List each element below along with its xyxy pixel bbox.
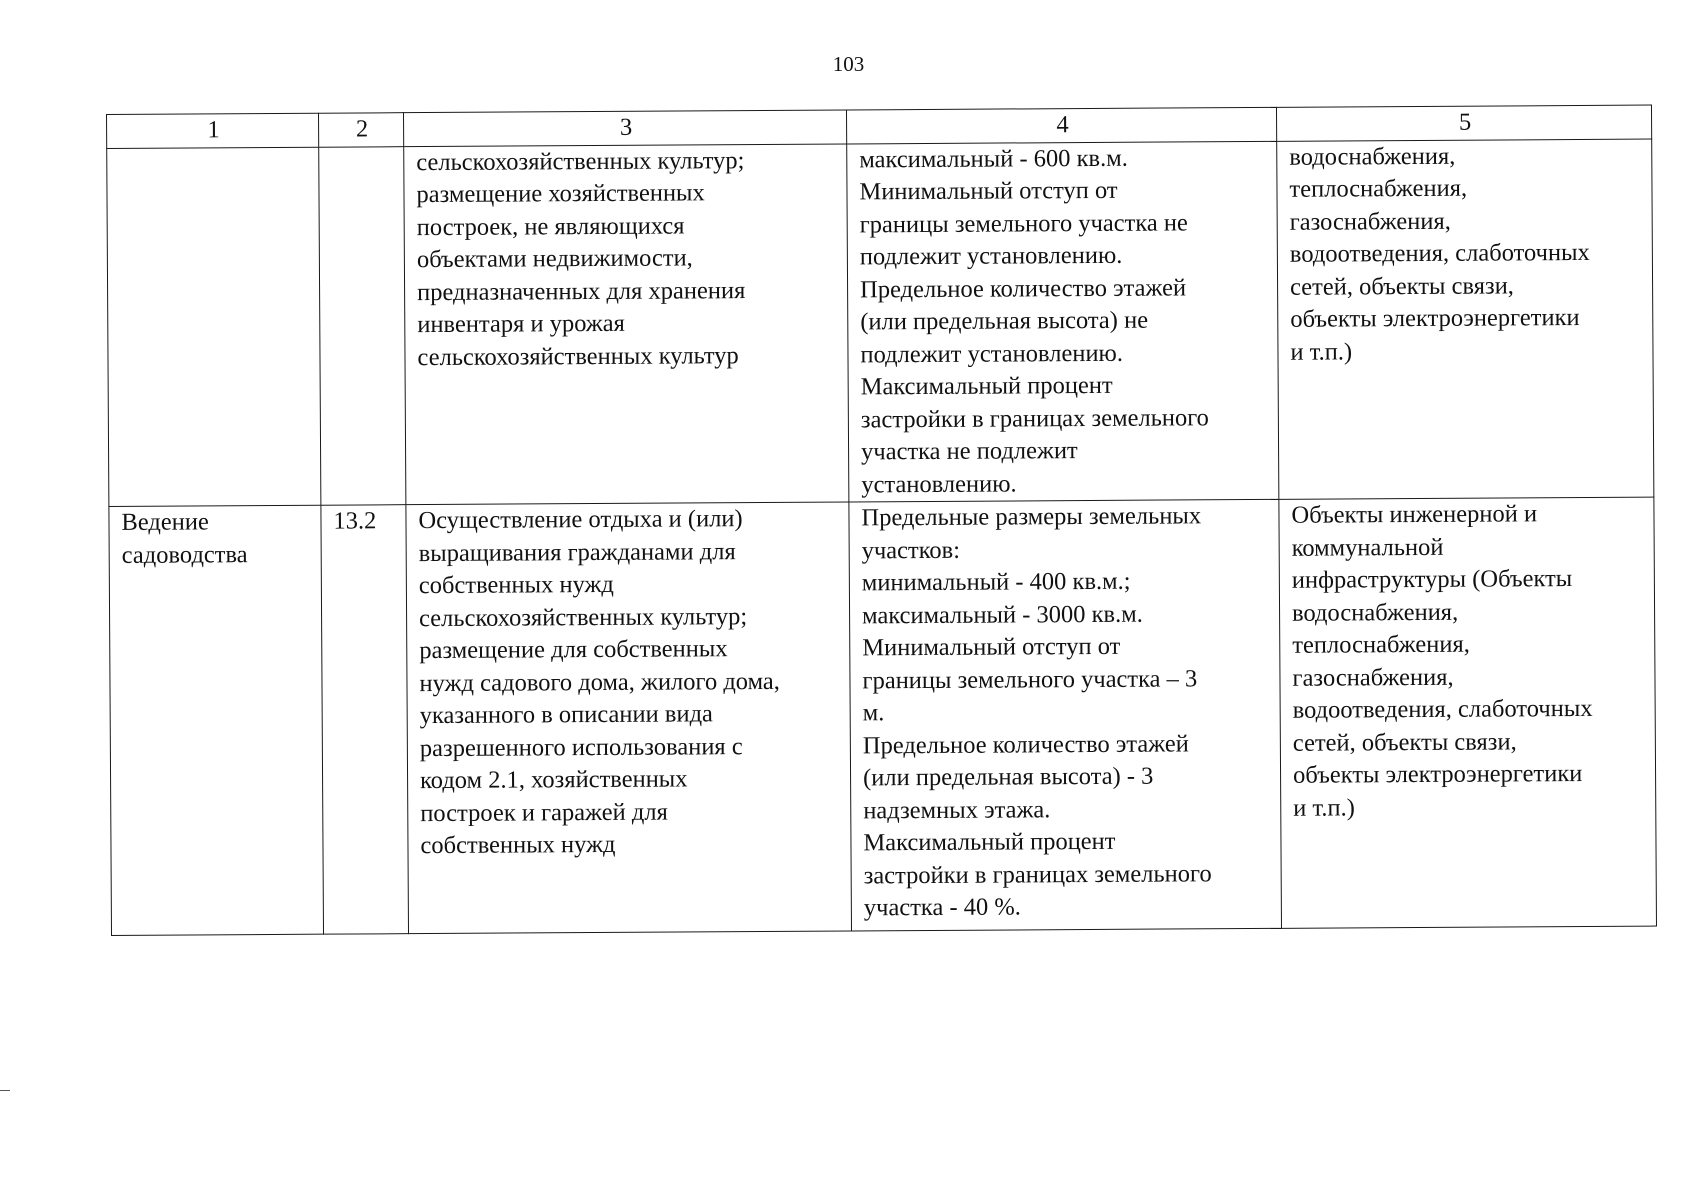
use-code-cell: [319, 146, 406, 505]
cell-text-line: и т.п.): [1293, 793, 1355, 822]
cell-text-line: построек, не являющихся: [416, 211, 685, 241]
cell-text-line: водоотведения, слаботочных: [1292, 694, 1593, 724]
cell-text-line: сетей, объекты связи,: [1292, 727, 1517, 757]
use-description-cell: [404, 143, 849, 504]
cell-text-line: сельскохозяйственных культур: [417, 341, 739, 371]
cell-text-line: границы земельного участка – 3: [862, 664, 1198, 694]
use-name-cell: [109, 505, 324, 935]
cell-text-line: 13.2: [333, 507, 377, 535]
cell-text-line: Минимальный отступ от: [859, 176, 1118, 206]
cell-text-line: собственных нужд: [418, 570, 614, 600]
cell-text-line: участка - 40 %.: [863, 893, 1021, 922]
cell-text-line: кодом 2.1, хозяйственных: [419, 765, 688, 795]
page-number: 103: [832, 52, 865, 76]
cell-text-line: Предельное количество этажей: [862, 729, 1189, 759]
cell-text-line: водоснабжения,: [1289, 142, 1456, 171]
zoning-table: [106, 105, 1657, 936]
cell-text-line: инфраструктуры (Объекты: [1291, 565, 1573, 594]
cell-text-line: (или предельная высота) - 3: [862, 762, 1154, 792]
cell-text-line: сельскохозяйственных культур;: [416, 146, 745, 176]
cell-text-line: собственных нужд: [420, 830, 616, 860]
cell-text-line: водоотведения, слаботочных: [1289, 238, 1590, 268]
cell-text-line: инвентаря и урожая: [417, 309, 625, 339]
parameters-cell: [847, 141, 1279, 502]
cell-text-line: теплоснабжения,: [1292, 630, 1470, 659]
cell-text-line: садоводства: [121, 540, 248, 569]
cell-text-line: размещение хозяйственных: [416, 179, 705, 209]
cell-text-line: теплоснабжения,: [1289, 174, 1468, 203]
cell-text-line: газоснабжения,: [1289, 207, 1451, 236]
cell-text-line: Объекты инженерной и: [1291, 500, 1538, 529]
cell-text-line: Максимальный процент: [860, 371, 1113, 401]
cell-text-line: указанного в описании вида: [419, 700, 713, 730]
cell-text-line: максимальный - 600 кв.м.: [859, 144, 1128, 173]
cell-text-line: размещение для собственных: [419, 635, 728, 665]
cell-text-line: Предельные размеры земельных: [861, 502, 1202, 532]
cell-text-line: подлежит установлению.: [859, 241, 1123, 271]
cell-text-line: выращивания гражданами для: [418, 537, 736, 567]
cell-text-line: построек и гаражей для: [420, 798, 668, 827]
table-row: [109, 497, 1657, 935]
cell-text-line: максимальный - 3000 кв.м.: [861, 600, 1143, 629]
cell-text-line: сельскохозяйственных культур;: [419, 602, 748, 632]
cell-text-line: объекты электроэнергетики: [1290, 304, 1580, 333]
cell-text-line: границы земельного участка не: [859, 208, 1188, 238]
cell-text-line: минимальный - 400 кв.м.;: [861, 567, 1131, 597]
cell-text-line: застройки в границах земельного: [863, 859, 1212, 889]
cell-text-line: Предельное количество этажей: [860, 273, 1187, 303]
cell-text-line: водоснабжения,: [1291, 598, 1459, 627]
scan-mark: [0, 1090, 10, 1091]
header-col-2: 2: [318, 113, 403, 147]
cell-text-line: разрешенного использования с: [419, 732, 743, 762]
cell-text-line: объекты электроэнергетики: [1292, 759, 1583, 789]
cell-text-line: участка не подлежит: [860, 437, 1078, 466]
parameters-cell: [849, 499, 1282, 931]
cell-text-line: газоснабжения,: [1292, 663, 1454, 692]
use-name-cell: [107, 147, 321, 507]
cell-text-line: надземных этажа.: [863, 795, 1051, 824]
cell-text-line: Ведение: [121, 508, 209, 536]
cell-text-line: (или предельная высота) не: [860, 306, 1149, 336]
cell-text-line: и т.п.): [1290, 337, 1353, 366]
cell-text-line: сетей, объекты связи,: [1289, 271, 1514, 301]
infrastructure-cell: [1279, 497, 1657, 928]
cell-text-line: застройки в границах земельного: [860, 403, 1209, 433]
cell-text-line: коммунальной: [1291, 533, 1444, 562]
cell-text-line: подлежит установлению.: [860, 339, 1124, 368]
cell-text-line: установлению.: [861, 469, 1017, 498]
use-description-cell: [406, 502, 852, 934]
cell-text-line: нужд садового дома, жилого дома,: [419, 667, 780, 697]
cell-text-line: Минимальный отступ от: [862, 632, 1121, 662]
table-row: [107, 139, 1654, 507]
cell-text-line: объектами недвижимости,: [416, 244, 693, 274]
cell-text-line: участков:: [861, 536, 961, 564]
cell-text-line: Максимальный процент: [863, 827, 1116, 857]
header-col-3: 3: [403, 110, 846, 146]
header-col-5: 5: [1276, 105, 1651, 141]
cell-text-line: предназначенных для хранения: [417, 276, 746, 306]
infrastructure-cell: [1277, 139, 1654, 500]
header-col-1: 1: [107, 113, 319, 148]
cell-text-line: м.: [862, 699, 885, 727]
use-code-cell: [321, 505, 409, 935]
header-col-4: 4: [846, 107, 1276, 143]
cell-text-line: Осуществление отдыха и (или): [418, 505, 743, 535]
